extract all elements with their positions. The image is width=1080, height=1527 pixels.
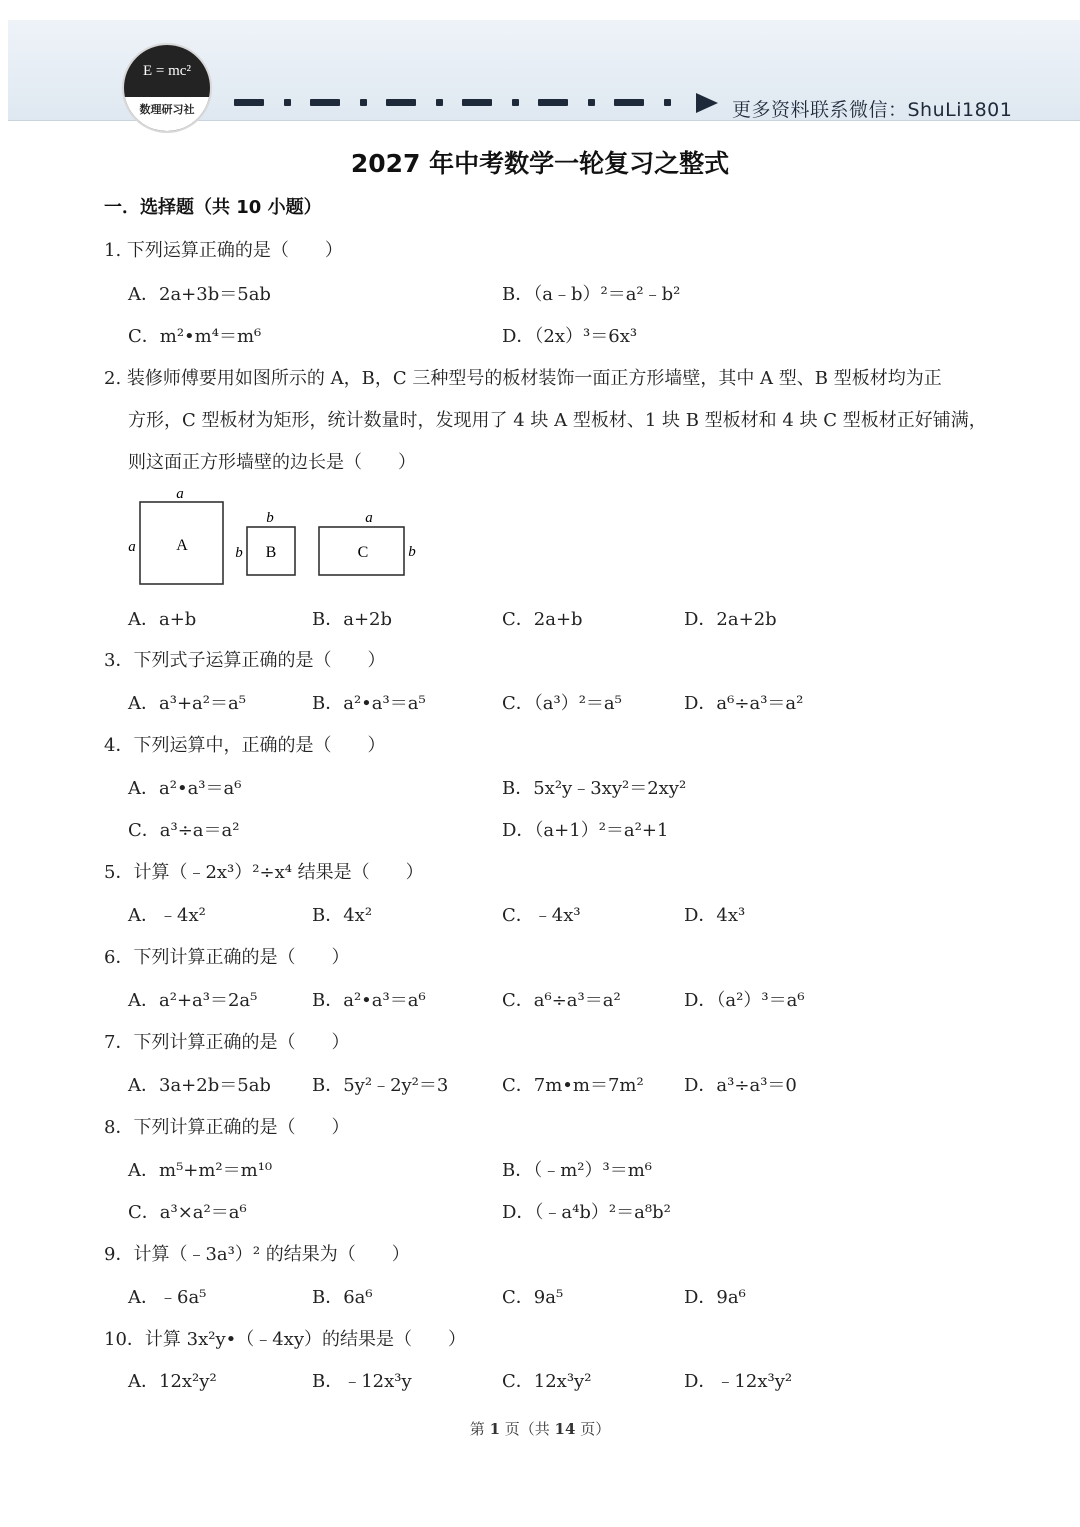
question-6-stem: 6．下列计算正确的是（ ） (104, 947, 350, 968)
question-5-option-d: D．4x³ (684, 905, 746, 926)
question-9-option-c: C．9a⁵ (502, 1287, 564, 1308)
question-4-option-b: B．5x²y﹣3xy²＝2xy² (502, 778, 687, 799)
section-heading: 一．选择题（共 10 小题） (104, 197, 322, 218)
label-b-left: b (235, 545, 243, 561)
question-1-option-d: D．（2x）³＝6x³ (502, 326, 638, 347)
footer-mid: 页（共 (500, 1420, 555, 1438)
question-8-option-c: C．a³×a²＝a⁶ (128, 1202, 247, 1223)
question-2-stem-line-1: 2. 装修师傅要用如图所示的 A，B，C 三种型号的板材装饰一面正方形墙壁，其中 A 型、B 型板材均为正 (104, 368, 942, 389)
question-2-stem-line-2: 方形，C 型板材为矩形，统计数量时，发现用了 4 块 A 型板材、1 块 B 型板材和 4 块 C 型板材正好铺满， (128, 410, 987, 431)
question-6-option-b: B．a²•a³＝a⁶ (312, 990, 426, 1011)
logo-formula: E = mc² (143, 63, 191, 79)
question-10-option-d: D．﹣12x³y² (684, 1371, 793, 1392)
question-4-option-a: A．a²•a³＝a⁶ (128, 778, 242, 799)
footer-prefix: 第 (469, 1420, 490, 1438)
question-5-option-b: B．4x² (312, 905, 373, 926)
question-2-option-c: C．2a+b (502, 609, 583, 630)
logo (122, 43, 212, 133)
question-3-option-c: C．（a³）²＝a⁵ (502, 693, 622, 714)
question-10-option-a: A．12x²y² (128, 1371, 217, 1392)
question-9-stem: 9．计算（﹣3a³）² 的结果为（ ） (104, 1244, 410, 1265)
question-2-option-b: B．a+2b (312, 609, 393, 630)
label-c-right: b (408, 544, 416, 560)
question-3-option-a: A．a³+a²＝a⁵ (128, 693, 246, 714)
question-7-option-b: B．5y²﹣2y²＝3 (312, 1075, 449, 1096)
logo-club-name: 数理研习社 (124, 97, 210, 131)
question-1-stem: 1. 下列运算正确的是（ ） (104, 240, 343, 261)
question-2-option-d: D．2a+2b (684, 609, 777, 630)
board-c-label: C (357, 544, 369, 561)
board-b-label: B (265, 544, 277, 561)
question-10-option-b: B．﹣12x³y (312, 1371, 412, 1392)
question-5-option-a: A．﹣4x² (128, 905, 206, 926)
question-10-option-c: C．12x³y² (502, 1371, 592, 1392)
question-5-stem: 5．计算（﹣2x³）²÷x⁴ 结果是（ ） (104, 862, 424, 883)
question-6-option-d: D．（a²）³＝a⁶ (684, 990, 805, 1011)
label-c-top: a (365, 510, 373, 526)
question-3-stem: 3．下列式子运算正确的是（ ） (104, 650, 386, 671)
question-10-stem: 10．计算 3x²y•（﹣4xy）的结果是（ ） (104, 1329, 467, 1350)
page-title: 2027 年中考数学一轮复习之整式 (350, 149, 730, 178)
question-4-stem: 4．下列运算中，正确的是（ ） (104, 735, 386, 756)
question-4-option-c: C．a³÷a＝a² (128, 820, 240, 841)
question-3-option-b: B．a²•a³＝a⁵ (312, 693, 426, 714)
question-2-figure (118, 486, 420, 590)
header-banner (8, 20, 1080, 121)
question-2-stem-line-3: 则这面正方形墙壁的边长是（ ） (128, 452, 416, 473)
label-a-left: a (128, 539, 136, 555)
question-8-option-a: A．m⁵+m²＝m¹⁰ (128, 1160, 273, 1181)
page-footer (0, 1418, 1080, 1439)
question-8-stem: 8．下列计算正确的是（ ） (104, 1117, 350, 1138)
question-4-option-d: D．（a+1）²＝a²+1 (502, 820, 669, 841)
question-7-option-d: D．a³÷a³＝0 (684, 1075, 797, 1096)
question-1-option-a: A．2a+3b＝5ab (128, 284, 271, 305)
question-1-option-c: C．m²•m⁴＝m⁶ (128, 326, 262, 347)
board-a-label: A (176, 537, 188, 554)
footer-total-pages: 14 (554, 1420, 576, 1438)
question-9-option-a: A．﹣6a⁵ (128, 1287, 207, 1308)
question-7-option-a: A．3a+2b＝5ab (128, 1075, 271, 1096)
question-9-option-d: D．9a⁶ (684, 1287, 746, 1308)
question-2-option-a: A．a+b (128, 609, 197, 630)
question-1-option-b: B．（a﹣b）²＝a²﹣b² (502, 284, 681, 305)
question-3-option-d: D．a⁶÷a³＝a² (684, 693, 804, 714)
label-a-top: a (176, 486, 184, 502)
label-b-top: b (266, 510, 274, 526)
question-9-option-b: B．6a⁶ (312, 1287, 373, 1308)
question-7-stem: 7．下列计算正确的是（ ） (104, 1032, 350, 1053)
arrow-right-icon (696, 93, 718, 113)
footer-suffix: 页） (575, 1420, 611, 1438)
question-8-option-b: B．（﹣m²）³＝m⁶ (502, 1160, 653, 1181)
contact-text: 更多资料联系微信：ShuLi1801 (732, 99, 1013, 121)
footer-page-number: 1 (489, 1420, 500, 1438)
question-5-option-c: C．﹣4x³ (502, 905, 581, 926)
question-7-option-c: C．7m•m＝7m² (502, 1075, 644, 1096)
question-8-option-d: D．（﹣a⁴b）²＝a⁸b² (502, 1202, 671, 1223)
question-6-option-a: A．a²+a³＝2a⁵ (128, 990, 258, 1011)
question-6-option-c: C．a⁶÷a³＝a² (502, 990, 621, 1011)
dashed-divider (234, 99, 704, 109)
